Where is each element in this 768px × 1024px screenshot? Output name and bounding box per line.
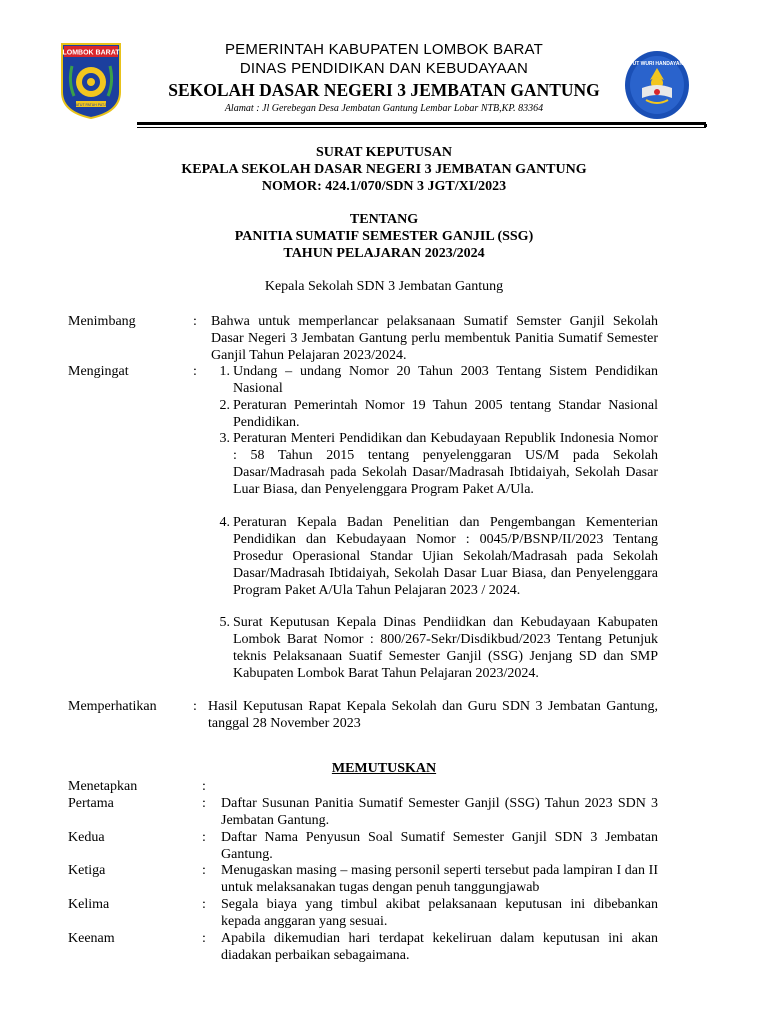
school-name: SEKOLAH DASAR NEGERI 3 JEMBATAN GANTUNG <box>168 80 600 100</box>
left-logo-text: LOMBOK BARAT <box>62 49 120 57</box>
right-logo-text: TUT WURI HANDAYANI <box>629 61 685 67</box>
decision-text: Segala biaya yang timbul akibat pelaksanaan keputusan ini dibebankan kepada anggaran yang sesuai. <box>221 897 658 929</box>
memutuskan-heading: MEMUTUSKAN <box>331 761 437 776</box>
menimbang-colon: : <box>193 314 197 329</box>
memperhatikan-label: Memperhatikan <box>68 699 157 714</box>
subject-line-1: PANITIA SUMATIF SEMESTER GANJIL (SSG) <box>234 229 534 244</box>
header-rule-dot <box>704 124 707 127</box>
header-rule-thin <box>137 127 706 128</box>
memperhatikan-colon: : <box>193 699 197 714</box>
subject-line-2: TAHUN PELAJARAN 2023/2024 <box>283 246 485 261</box>
mengingat-item-number: 1. <box>219 364 230 379</box>
mengingat-item-number: 2. <box>219 398 230 413</box>
menimbang-label: Menimbang <box>68 314 136 329</box>
decision-colon: : <box>202 796 206 811</box>
mengingat-item-text: Undang – undang Nomor 20 Tahun 2003 Tentang Sistem Pendidikan Nasional <box>233 364 658 396</box>
mengingat-item-text: Surat Keputusan Kepala Dinas Pendiidkan dan Kebudayaan Kabupaten Lombok Barat Nomor : 800/267-Sekr/Disdikbud/2023 Tentang Petunjuk teknis Pelaksanaan Suatif Semester Ganjil (SSG) Jenjang SD dan SMP Kabupaten Lombok Barat Tahun Pelajaran 2023/2024. <box>233 615 658 681</box>
menimbang-text: Bahwa untuk memperlancar pelaksanaan Sumatif Semster Ganjil Sekolah Dasar Negeri 3 Jembatan Gantung perlu membentuk Panitia Sumatif Semester Ganjil Tahun Pelajaran 2023/2024. <box>211 314 658 363</box>
kop-line-2: DINAS PENDIDIKAN DAN KEBUDAYAAN <box>239 60 529 77</box>
decision-label: Kelima <box>68 897 110 912</box>
decision-text: Daftar Susunan Panitia Sumatif Semester Ganjil (SSG) Tahun 2023 SDN 3 Jembatan Gantung. <box>221 796 658 828</box>
mengingat-item-number: 3. <box>219 431 230 446</box>
doc-type: SURAT KEPUTUSAN <box>315 145 452 160</box>
doc-issuer-title: KEPALA SEKOLAH DASAR NEGERI 3 JEMBATAN GANTUNG <box>181 162 587 177</box>
mengingat-item-text: Peraturan Pemerintah Nomor 19 Tahun 2005 tentang Standar Nasional Pendidikan. <box>233 398 658 430</box>
mengingat-item <box>212 430 658 498</box>
kop-line-1: PEMERINTAH KABUPATEN LOMBOK BARAT <box>224 41 544 58</box>
decision-colon: : <box>202 931 206 946</box>
mengingat-item-text: Peraturan Menteri Pendidikan dan Kebudayaan Republik Indonesia Nomor : 58 Tahun 2015 tentang penyelenggaran US/M pada Sekolah Dasar/Madrasah pada Sekolah Dasar/Madrasah Ibtidaiyah, Sekolah Dasar Luar Biasa, dan Penyelenggara Program Paket A/Ula. <box>233 431 658 497</box>
mengingat-item-number: 5. <box>219 615 230 630</box>
decision-colon: : <box>202 830 206 845</box>
school-address: Alamat : Jl Gerebegan Desa Jembatan Gantung Lembar Lobar NTB,KP. 83364 <box>224 103 544 114</box>
doc-number: NOMOR: 424.1/070/SDN 3 JGT/XI/2023 <box>261 179 507 194</box>
decision-colon: : <box>202 779 206 794</box>
decision-text: Daftar Nama Penyusun Soal Sumatif Semester Ganjil SDN 3 Jembatan Gantung. <box>221 830 658 862</box>
decision-label: Menetapkan <box>68 779 138 794</box>
decision-colon: : <box>202 897 206 912</box>
decision-label: Pertama <box>68 796 114 811</box>
decision-label: Ketiga <box>68 863 106 878</box>
decision-text: Menugaskan masing – masing personil seperti tersebut pada lampiran I dan II untuk melaksanakan tugas dengan penuh tanggungjawab <box>221 863 658 895</box>
mengingat-item-number: 4. <box>219 515 230 530</box>
left-logo-motto: PATUT PATUH PATJU <box>73 103 109 107</box>
mengingat-colon: : <box>193 364 197 379</box>
mengingat-item <box>212 614 658 682</box>
mengingat-item <box>212 397 658 431</box>
header-rule-thick <box>137 122 706 125</box>
decision-label: Keenam <box>68 931 115 946</box>
issuer-line: Kepala Sekolah SDN 3 Jembatan Gantung <box>264 279 504 294</box>
tentang-heading: TENTANG <box>349 212 419 227</box>
decision-text: Apabila dikemudian hari terdapat kekeliruan dalam keputusan ini akan diadakan perbaikan sebagaimana. <box>221 931 658 963</box>
mengingat-label: Mengingat <box>68 364 129 379</box>
decision-label: Kedua <box>68 830 105 845</box>
mengingat-item <box>212 363 658 397</box>
mengingat-item <box>212 514 658 599</box>
memperhatikan-text: Hasil Keputusan Rapat Kepala Sekolah dan Guru SDN 3 Jembatan Gantung, tanggal 28 November 2023 <box>208 699 658 731</box>
decision-colon: : <box>202 863 206 878</box>
mengingat-item-text: Peraturan Kepala Badan Penelitian dan Pengembangan Kementerian Pendidikan dan Kebudayaan Nomor : 0045/P/BSNP/II/2023 Tentang Prosedur Operasional Standar Ujian Sekolah/Madrasah pada Sekolah Dasar/Madrasah Ibtidaiyah, Sekolah Dasar Luar Biasa, dan Penyelenggara Program Paket A/Ula Tahun Pelajaran 2023 / 2024. <box>233 515 658 598</box>
